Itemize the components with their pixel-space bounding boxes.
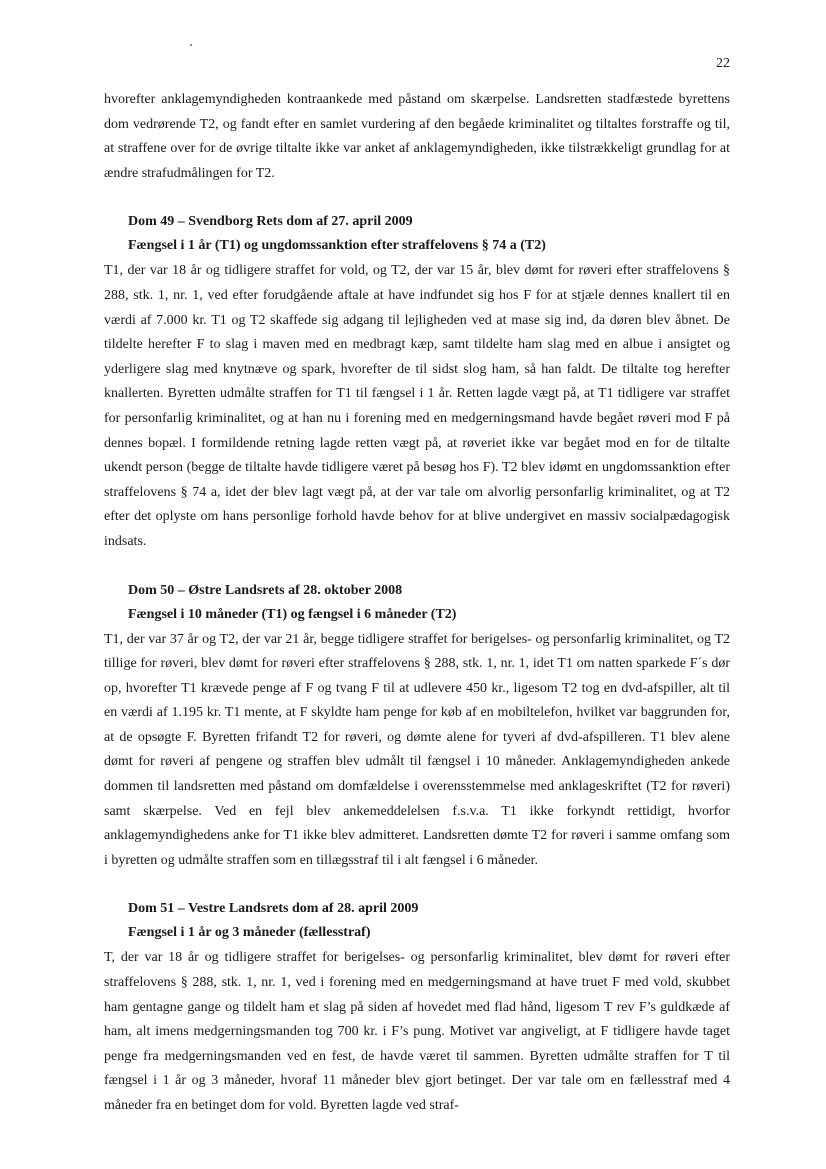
section-dom-50 — [104, 579, 730, 874]
section-subtitle: Fængsel i 1 år og 3 måneder (fællesstraf) — [128, 925, 371, 941]
section-title: Dom 51 – Vestre Landsrets dom af 28. april 2009 — [128, 901, 419, 917]
section-subtitle: Fængsel i 10 måneder (T1) og fængsel i 6 måneder (T2) — [128, 606, 457, 622]
section-subtitle: Fængsel i 1 år (T1) og ungdomssanktion efter straffelovens § 74 a (T2) — [128, 238, 546, 254]
section-title: Dom 50 – Østre Landsrets af 28. oktober 2008 — [128, 582, 403, 598]
section-dom-51 — [104, 897, 730, 1118]
section-body: T, der var 18 år og tidligere straffet for berigelses- og personfarlig kriminalitet, blev dømt for røveri efter straffelovens § 288, stk. 1, nr. 1, ved i forening med en medgerningsmand at have truet F med vold, skubbet ham gentagne gange og tildelt ham et slag på siden af hovedet med flad hånd, ligesom T rev F’s guldkæde af ham, alt imens medgerningsmanden tog 700 kr. i F’s pung. Motivet var angiveligt, at F tidligere havde taget penge fra medgerningsmanden ved en fest, de havde været til sammen. Byretten udmålte straffen for T til fængsel i 1 år og 3 måneder, hvoraf 11 måneder blev gjort betinget. Der var tale om en fællesstraf med 4 måneder fra en betinget dom for vold. Byretten lagde ved straf- — [104, 950, 730, 1113]
document-body — [104, 88, 730, 1119]
section-body: T1, der var 37 år og T2, der var 21 år, begge tidligere straffet for berigelses- og personfarlig kriminalitet, og T2 tillige for røveri, blev dømt for røveri efter straffelovens § 288, stk. 1, nr. 1, idet T1 om natten sparkede F´s dør op, hvorefter T1 krævede penge af F og tvang F til at udlevere 450 kr., ligesom T2 tog en dvd-afspiller, alt til en værdi af 1.195 kr. T1 mente, at F skyldte ham penge for køb af en mobiltelefon, hvilket var baggrunden for, at de opsøgte F. Byretten frifandt T2 for røveri, og dømte alene for tyveri af dvd-afspilleren. T1 blev alene dømt for røveri af pengene og straffen blev udmålt til fængsel i 10 måneder. Anklagemyndigheden ankede dommen til landsretten med påstand om domfældelse i overensstemmelse med anklageskriftet (T2 for røveri) samt skærpelse. Ved en fejl blev ankemeddelelsen f.s.v.a. T1 ikke forkyndt rettidigt, hvorfor anklagemyndighedens anke for T1 ikke blev admitteret. Landsretten dømte T2 for røveri i samme omfang som i byretten og udmålte straffen som en tillægsstraf til i alt fængsel i 6 måneder. — [104, 631, 730, 868]
section-body: T1, der var 18 år og tidligere straffet for vold, og T2, der var 15 år, blev dømt for røveri efter straffelovens § 288, stk. 1, nr. 1, ved efter forudgående aftale at have indfundet sig hos F for at stjæle dennes knallert til en værdi af 7.000 kr. T1 og T2 skaffede sig adgang til lejligheden ved at mase sig ind, da døren blev åbnet. De tildelte herefter F to slag i maven med en medbragt kæp, samt tildelte ham slag med en albue i ansigtet og yderligere slag med knytnæve og spark, hvorefter de til sidst slog ham, så han faldt. De tiltalte tog herefter knallerten. Byretten udmålte straffen for T1 til fængsel i 1 år. Retten lagde vægt på, at T1 tidligere var straffet for personfarlig kriminalitet, og at han nu i forening med en medgerningsmand havde begået røveri mod F på dennes bopæl. I formildende retning lagde retten vægt på, at røveriet ikke var begået mod en for de tiltalte ukendt person (begge de tiltalte havde tidligere været på besøg hos F). T2 blev idømt en ungdomssanktion efter straffelovens § 74 a, idet der blev lagt vægt på, at der var tale om alvorlig personfarlig kriminalitet, og at T2 efter det oplyste om hans personlige forhold havde behov for at blive undergivet en massiv socialpædagogisk indsats. — [104, 263, 730, 549]
page-number: 22 — [716, 56, 730, 71]
section-title: Dom 49 – Svendborg Rets dom af 27. april 2009 — [128, 214, 413, 230]
section-dom-49 — [104, 210, 730, 554]
scan-speck — [190, 44, 192, 46]
intro-paragraph: hvorefter anklagemyndigheden kontraankede med påstand om skærpelse. Landsretten stadfæstede byrettens dom vedrørende T2, og fandt efter en samlet vurdering af den begåede kriminalitet og tiltaltes forstraffe og til, at straffene over for de øvrige tiltalte ikke var anket af anklagemyndigheden, ikke tilstrækkeligt grundlag for at ændre strafudmålingen for T2. — [104, 92, 730, 181]
